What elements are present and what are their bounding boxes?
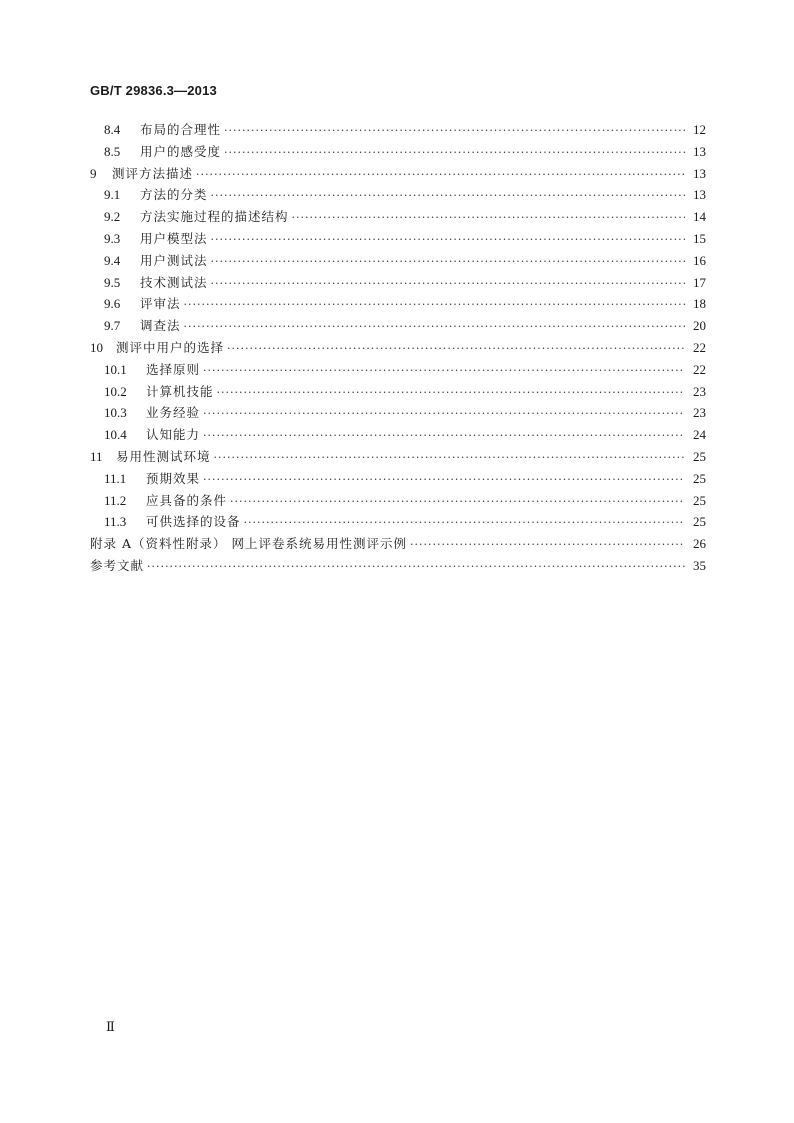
- toc-entry-page: 13: [693, 187, 706, 203]
- toc-entry-number: 10.2: [104, 383, 127, 399]
- toc-entry-number: 11.2: [104, 492, 127, 508]
- toc-entry-number: 10.1: [104, 361, 127, 377]
- toc-entry-page: 14: [693, 209, 706, 225]
- toc-entry-title: 计算机技能: [146, 383, 214, 399]
- toc-entry-appendix-a[interactable]: [90, 533, 706, 555]
- toc-entry-title: 认知能力: [146, 427, 201, 443]
- toc-entry-number: 9.1: [104, 187, 121, 203]
- toc-entry[interactable]: [90, 446, 706, 468]
- toc-entry-number: 9.4: [104, 252, 121, 268]
- toc-entry-page: 20: [693, 318, 706, 334]
- toc-entry-title: 用户模型法: [140, 230, 208, 246]
- toc-entry-page: 25: [693, 448, 706, 464]
- toc-dot-leader: [217, 382, 685, 404]
- toc-entry-page: 23: [693, 383, 706, 399]
- toc-dot-leader: [184, 316, 685, 338]
- toc-entry-title: 布局的合理性: [140, 122, 222, 137]
- toc-entry[interactable]: [90, 184, 706, 206]
- toc-entry-number: 8.5: [104, 143, 121, 159]
- toc-entry-number: 11.1: [104, 470, 127, 486]
- table-of-contents: [90, 119, 706, 577]
- toc-entry-title: 预期效果: [146, 470, 201, 486]
- toc-entry[interactable]: [90, 293, 706, 315]
- toc-entry-page: 22: [693, 361, 706, 377]
- toc-entry-references[interactable]: [90, 555, 706, 577]
- toc-entry-number: 9.5: [104, 274, 121, 290]
- toc-entry[interactable]: [90, 511, 706, 533]
- toc-dot-leader: [203, 403, 685, 425]
- toc-entry-number: 9.6: [104, 296, 121, 312]
- toc-dot-leader: [184, 294, 685, 316]
- toc-dot-leader: [203, 360, 685, 382]
- toc-entry-page: 35: [693, 557, 706, 573]
- toc-entry-page: 25: [693, 470, 706, 486]
- toc-dot-leader: [211, 273, 685, 295]
- toc-entry-page: 22: [693, 339, 706, 355]
- toc-entry-number: 8.4: [104, 122, 121, 137]
- toc-entry-title: 方法的分类: [140, 187, 208, 203]
- toc-entry[interactable]: [90, 337, 706, 359]
- toc-dot-leader: [214, 447, 685, 469]
- toc-entry-page: 26: [693, 536, 706, 552]
- toc-entry[interactable]: [90, 490, 706, 512]
- toc-dot-leader: [227, 338, 685, 360]
- toc-entry-title: 调查法: [140, 318, 181, 334]
- toc-entry[interactable]: [90, 468, 706, 490]
- toc-dot-leader: [203, 469, 685, 491]
- toc-entry-page: 13: [693, 165, 706, 181]
- toc-entry-title: 测评中用户的选择: [116, 339, 225, 355]
- toc-entry-title: 方法实施过程的描述结构: [140, 209, 289, 225]
- toc-dot-leader: [230, 491, 685, 513]
- toc-entry[interactable]: [90, 141, 706, 163]
- toc-entry-title: 业务经验: [146, 405, 201, 421]
- toc-entry-title: 应具备的条件: [146, 492, 228, 508]
- toc-entry-page: 16: [693, 252, 706, 268]
- toc-entry-title: 可供选择的设备: [146, 514, 241, 530]
- toc-dot-leader: [244, 512, 685, 534]
- toc-entry[interactable]: [90, 315, 706, 337]
- toc-entry-page: 13: [693, 143, 706, 159]
- toc-entry-page: 23: [693, 405, 706, 421]
- toc-entry-title: 测评方法描述: [112, 165, 194, 181]
- toc-entry-page: 15: [693, 230, 706, 246]
- toc-dot-leader: [410, 534, 685, 556]
- toc-entry-page: 18: [693, 296, 706, 312]
- toc-dot-leader: [203, 425, 685, 447]
- toc-entry-number: 9.3: [104, 230, 121, 246]
- toc-entry-title: 选择原则: [146, 361, 201, 377]
- toc-entry-number: 9: [90, 165, 97, 181]
- toc-entry-title: 附录 A（资料性附录） 网上评卷系统易用性测评示例: [90, 536, 407, 552]
- toc-entry-page: 24: [693, 427, 706, 443]
- toc-entry-page: 12: [693, 122, 706, 137]
- toc-entry-title: 用户测试法: [140, 252, 208, 268]
- toc-entry-page: 17: [693, 274, 706, 290]
- toc-entry-number: 9.7: [104, 318, 121, 334]
- toc-entry-number: 10.3: [104, 405, 127, 421]
- toc-entry-number: 9.2: [104, 209, 121, 225]
- standard-code-header: GB/T 29836.3—2013: [90, 83, 217, 98]
- toc-entry[interactable]: [90, 424, 706, 446]
- toc-entry[interactable]: [90, 206, 706, 228]
- toc-dot-leader: [211, 251, 685, 273]
- toc-entry-title: 参考文献: [90, 557, 145, 573]
- toc-entry-title: 评审法: [140, 296, 181, 312]
- toc-entry[interactable]: [90, 402, 706, 424]
- toc-entry-number: 11: [90, 448, 103, 464]
- toc-entry-number: 10: [90, 339, 103, 355]
- toc-entry[interactable]: [90, 272, 706, 294]
- toc-entry[interactable]: [90, 228, 706, 250]
- toc-entry-number: 10.4: [104, 427, 127, 443]
- page-number: Ⅱ: [106, 1019, 115, 1034]
- toc-dot-leader: [147, 556, 685, 578]
- toc-entry-page: 25: [693, 514, 706, 530]
- toc-entry-page: 25: [693, 492, 706, 508]
- toc-entry[interactable]: [90, 119, 706, 141]
- toc-entry[interactable]: [90, 250, 706, 272]
- toc-dot-leader: [224, 120, 685, 142]
- toc-dot-leader: [292, 207, 685, 229]
- toc-dot-leader: [196, 164, 685, 186]
- toc-entry[interactable]: [90, 381, 706, 403]
- toc-dot-leader: [211, 229, 685, 251]
- toc-dot-leader: [224, 142, 685, 164]
- toc-entry-title: 易用性测试环境: [116, 448, 211, 464]
- toc-entry-title: 技术测试法: [140, 274, 208, 290]
- toc-entry-number: 11.3: [104, 514, 127, 530]
- toc-dot-leader: [211, 185, 685, 207]
- toc-entry[interactable]: [90, 359, 706, 381]
- toc-entry[interactable]: [90, 163, 706, 185]
- toc-entry-title: 用户的感受度: [140, 143, 222, 159]
